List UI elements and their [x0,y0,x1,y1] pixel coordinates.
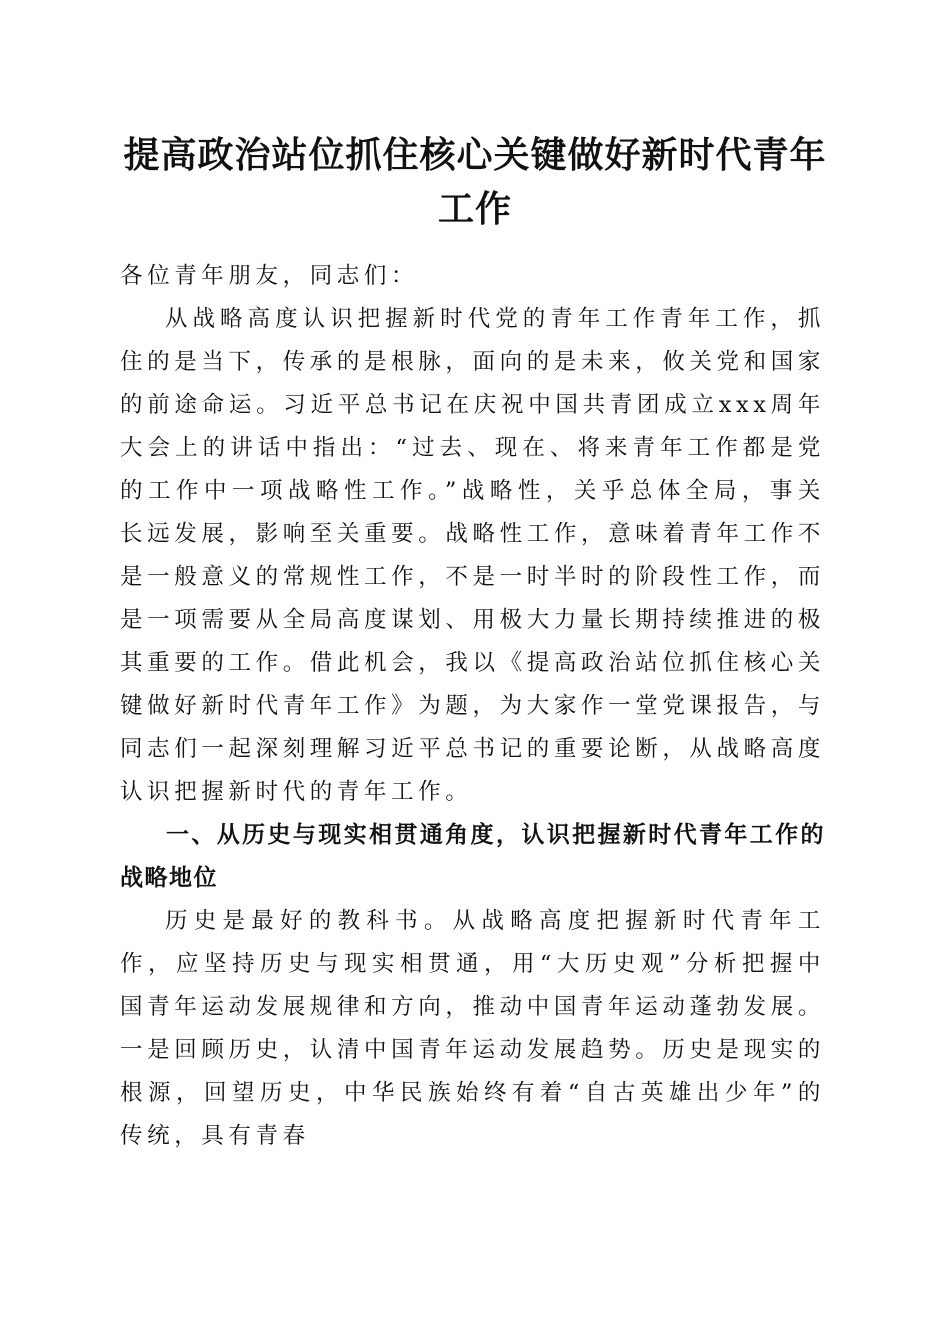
section-heading: 一、从历史与现实相贯通角度，认识把握新时代青年工作的战略地位 [120,822,825,891]
paragraph: 历史是最好的教科书。从战略高度把握新时代青年工作，应坚持历史与现实相贯通，用“大历史观”分析把握中国青年运动发展规律和方向，推动中国青年运动蓬勃发展。一是回顾历史，认清中国青年运动发展趋势。历史是现实的根源，回望历史，中华民族始终有着“自古英雄出少年”的传统，具有青春 [120,908,825,1149]
salutation: 各位青年朋友，同志们： [120,263,419,289]
document-body [120,255,825,1158]
paragraph: 从战略高度认识把握新时代党的青年工作青年工作，抓住的是当下，传承的是根脉，面向的是未来，攸关党和国家的前途命运。习近平总书记在庆祝中国共青团成立xxx周年大会上的讲话中指出：“过去、现在、将来青年工作都是党的工作中一项战略性工作。”战略性，关乎总体全局，事关长远发展，影响至关重要。战略性工作，意味着青年工作不是一般意义的常规性工作，不是一时半时的阶段性工作，而是一项需要从全局高度谋划、用极大力量长期持续推进的极其重要的工作。借此机会，我以《提高政治站位抓住核心关键做好新时代青年工作》为题，为大家作一堂党课报告，与同志们一起深刻理解习近平总书记的重要论断，从战略高度认识把握新时代的青年工作。 [120,306,825,805]
document-title: 提高政治站位抓住核心关键做好新时代青年工作 [123,134,827,230]
